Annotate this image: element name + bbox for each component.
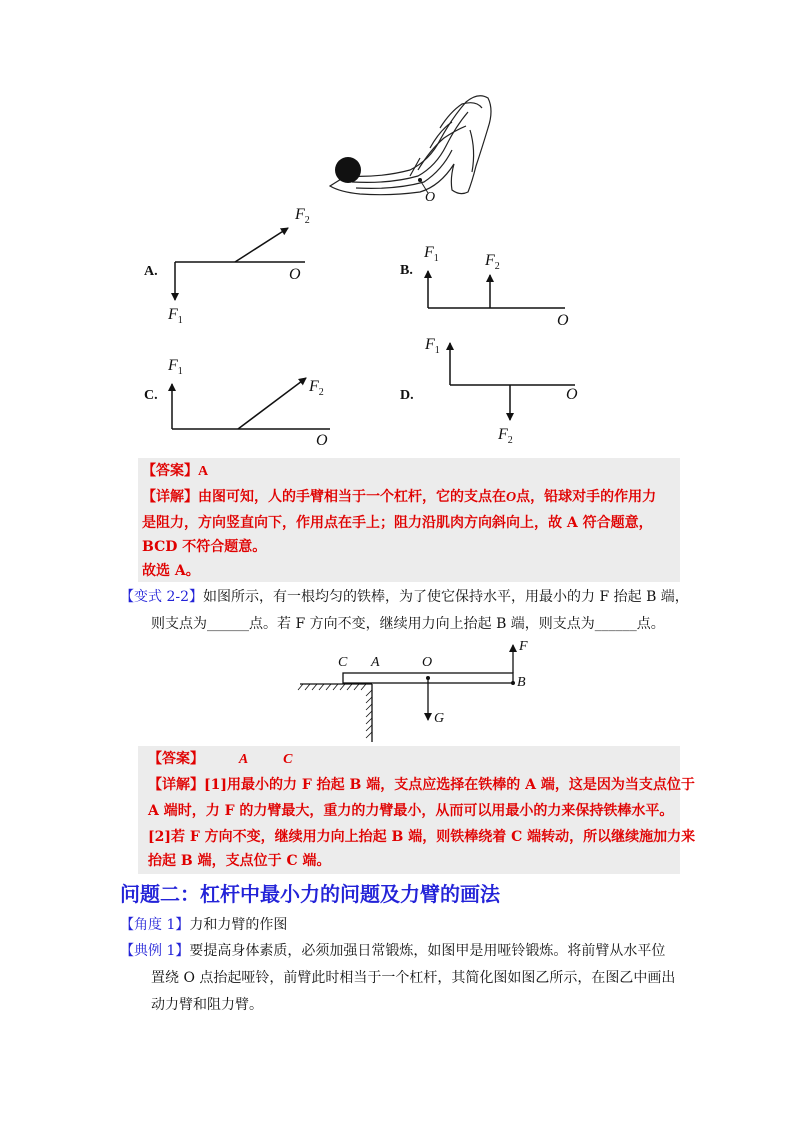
option-b-f1-label: $F_1$	[424, 244, 439, 265]
arm-pivot-label: O	[425, 190, 436, 205]
option-a-o-label: O	[289, 266, 301, 283]
detail-1-line-1: 【详解】由图可知，人的手臂相当于一个杠杆，它的支点在O点，铅球对手的作用力	[142, 489, 657, 505]
detail-2-line-3: [2]若 F 方向不变，继续用力向上抬起 B 端，则铁棒绕着 C 端转动，所以继续施加力来	[148, 829, 696, 845]
rod-a-label: A	[371, 655, 380, 670]
answer-1-value: A	[198, 464, 209, 479]
rod-c-label: C	[338, 655, 348, 670]
variant-question-line-2: 则支点为______点。若 F 方向不变，继续用力向上抬起 B 端，则支点为______点。	[151, 616, 665, 632]
option-c-f2-label: $F_2$	[309, 378, 324, 399]
answer-2-line: 【答案】 A C	[148, 751, 293, 767]
option-c-f1-label: $F_1$	[168, 357, 183, 378]
example-line-2: 置绕 O 点抬起哑铃，前臂此时相当于一个杠杆，其简化图如图乙所示，在图乙中画出	[151, 970, 676, 986]
answer-2-value-1: A	[238, 752, 249, 767]
option-a-f1-label: $F_1$	[168, 306, 183, 327]
rod-g-label: G	[434, 711, 445, 726]
option-d-f2-label: $F_2$	[498, 426, 513, 447]
detail-2-line-2: A 端时，力 F 的力臂最大，重力的力臂最小，从而可以用最小的力来保持铁棒水平。	[148, 803, 674, 819]
option-b-o-label: O	[557, 312, 569, 329]
variant-question-line-1: 【变式 2-2】如图所示，有一根均匀的铁棒，为了使它保持水平，用最小的力 F 抬起 B 端，	[120, 589, 689, 605]
detail-2-line-1: 【详解】[1]用最小的力 F 抬起 B 端，支点应选择在铁棒的 A 端，这是因为当支点位于	[148, 777, 695, 793]
detail-1-line-4: 故选 A。	[142, 563, 200, 579]
option-a-letter: A.	[144, 264, 158, 279]
option-c-letter: C.	[144, 388, 158, 403]
option-b-f2-label: $F_2$	[485, 252, 500, 273]
example-line-3: 动力臂和阻力臂。	[151, 997, 263, 1013]
option-d-f1-label: $F_1$	[425, 336, 440, 357]
rod-o-label: O	[422, 655, 433, 670]
angle-line: 【角度 1】力和力臂的作图	[120, 917, 288, 933]
option-c-o-label: O	[316, 432, 328, 449]
angle-tag: 【角度 1】	[120, 917, 190, 933]
answer-1-line: 【答案】A	[142, 463, 209, 479]
detail-2-line-4: 抬起 B 端，支点位于 C 端。	[148, 853, 331, 869]
detail-1-line-3: BCD 不符合题意。	[142, 539, 267, 555]
detail-1-line-2: 是阻力，方向竖直向下，作用点在手上；阻力沿肌肉方向斜向上，故 A 符合题意，	[142, 515, 653, 531]
answer-2-value-2: C	[283, 752, 293, 767]
section-heading: 问题二：杠杆中最小力的问题及力臂的画法	[120, 882, 500, 906]
option-b-letter: B.	[400, 263, 413, 278]
variant-tag: 【变式 2-2】	[120, 589, 203, 605]
option-d-letter: D.	[400, 388, 414, 403]
rod-f-label: F	[519, 639, 528, 654]
option-d-o-label: O	[566, 386, 578, 403]
example-tag: 【典例 1】	[120, 943, 190, 959]
answer-box-2	[138, 746, 696, 874]
rod-b-label: B	[517, 675, 526, 690]
example-line-1: 【典例 1】要提高身体素质，必须加强日常锻炼，如图甲是用哑铃锻炼。将前臂从水平位	[120, 943, 666, 959]
option-a-f2-label: $F_2$	[295, 206, 310, 227]
